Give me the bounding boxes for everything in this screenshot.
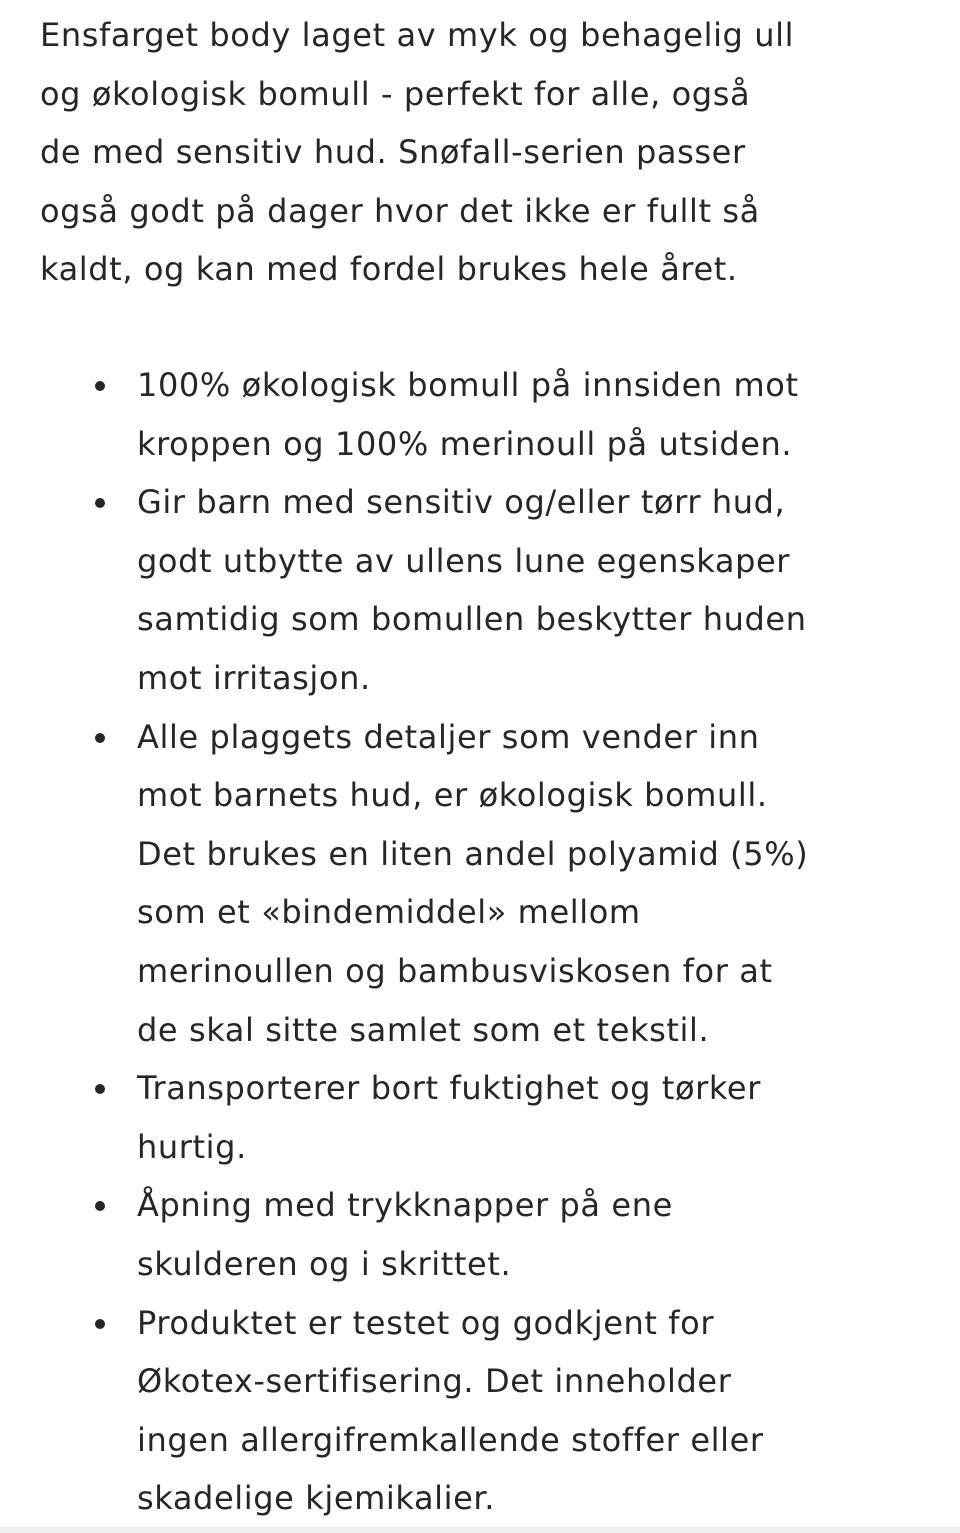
list-item-text: Alle plaggets detaljer som vender inn mot barnets hud, er økologisk bomull. Det brukes en liten andel polyamid (5%) som et «bindemiddel» mellom merinoullen og bambusviskosen for at de skal sitte samlet som et tekstil. (137, 717, 809, 1049)
list-item-text: Produktet er testet og godkjent for Økotex-sertifisering. Det inneholder ingen allergifremkallende stoffer eller skadelige kjemikalier. (137, 1303, 764, 1518)
bullet-icon (95, 733, 105, 743)
product-feature-list (0, 356, 960, 1528)
list-item (0, 1294, 960, 1528)
bottom-divider (0, 1527, 960, 1533)
list-item-text: Transporterer bort fuktighet og tørker hurtig. (137, 1069, 761, 1166)
list-item (0, 473, 960, 707)
bullet-icon (95, 381, 105, 391)
list-item (0, 1059, 960, 1176)
bullet-icon (95, 498, 105, 508)
list-item (0, 708, 960, 1060)
list-item-text: Åpning med trykknapper på ene skulderen og i skrittet. (137, 1186, 673, 1283)
bullet-icon (95, 1084, 105, 1094)
list-item (0, 356, 960, 473)
list-item (0, 1176, 960, 1293)
list-item-text: Gir barn med sensitiv og/eller tørr hud, godt utbytte av ullens lune egenskaper samtidig som bomullen beskytter huden mot irritasjon. (137, 483, 807, 697)
bullet-icon (95, 1319, 105, 1329)
product-description-intro: Ensfarget body laget av myk og behagelig ull og økologisk bomull - perfekt for alle, også de med sensitiv hud. Snøfall-serien passer også godt på dager hvor det ikke er fullt så kaldt, og kan med fordel brukes hele året. (40, 16, 795, 289)
bullet-icon (95, 1201, 105, 1211)
list-item-text: 100% økologisk bomull på innsiden mot kroppen og 100% merinoull på utsiden. (137, 366, 799, 463)
